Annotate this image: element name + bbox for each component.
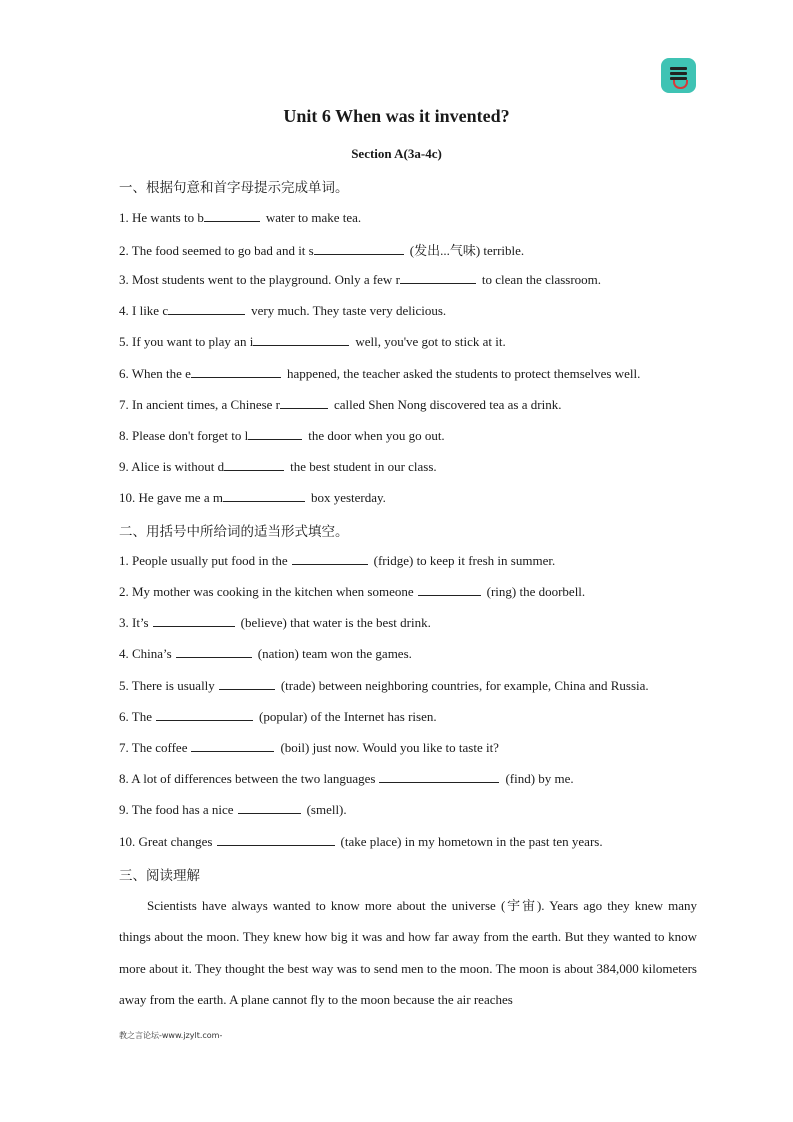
part2-question-3 [119,614,431,631]
answer-blank[interactable] [400,271,476,284]
question-text: water to make tea. [265,210,362,225]
answer-blank[interactable] [248,427,302,440]
question-text: 8. A lot of differences between the two languages [119,771,376,786]
answer-blank[interactable] [191,739,274,752]
part2-question-9 [119,801,347,818]
question-text: 2. The food seemed to go bad and it s [119,243,314,258]
answer-blank[interactable] [217,833,335,846]
question-text: (find) by me. [505,771,574,786]
answer-blank[interactable] [280,396,328,409]
answer-blank[interactable] [223,489,305,502]
part1-heading: 一、根据句意和首字母提示完成单词。 [119,180,349,196]
part1-question-9 [119,458,437,475]
question-text: 2. My mother was cooking in the kitchen when someone [119,584,414,599]
part1-question-10 [119,489,386,506]
question-text: called Shen Nong discovered tea as a drink. [334,397,562,412]
page-title: Unit 6 When was it invented? [283,106,510,126]
answer-blank[interactable] [191,365,281,378]
question-text: 7. In ancient times, a Chinese r [119,397,281,412]
part2-question-8 [119,770,574,787]
answer-blank[interactable] [204,209,260,222]
reading-passage: Scientists have always wanted to know more about the universe (宇宙). Years ago they knew many things about the moon. They knew how big it was and how far away from the earth. But they wanted to know more about it. They thought the best way was to send men to the moon. The moon is about 384,000 kilometers away from the earth. A plane cannot fly to the moon because the air reaches [119,898,697,1007]
answer-blank[interactable] [224,458,284,471]
question-text: (smell). [306,802,347,817]
part3-heading: 三、阅读理解 [119,868,200,884]
question-text: 5. There is usually [119,678,215,693]
part2-heading: 二、用括号中所给词的适当形式填空。 [119,524,349,540]
question-text: very much. They taste very delicious. [251,303,447,318]
question-text: 5. If you want to play an i [119,334,254,349]
question-text: well, you've got to stick at it. [355,334,506,349]
question-text: (popular) of the Internet has risen. [258,709,437,724]
teal-book-logo-icon [661,58,696,93]
answer-blank[interactable] [156,708,253,721]
part2-question-10 [119,833,603,850]
question-text: (ring) the doorbell. [486,584,586,599]
question-text: 6. The [119,709,152,724]
page-subtitle: Section A(3a-4c) [351,146,442,161]
part1-question-7 [119,396,561,413]
question-text: 4. I like c [119,303,169,318]
question-text: the door when you go out. [308,428,445,443]
question-text: 3. Most students went to the playground. Only a few r [119,272,400,287]
question-text: 7. The coffee [119,740,188,755]
answer-blank[interactable] [153,614,235,627]
question-text: 9. The food has a nice [119,802,234,817]
answer-blank[interactable] [314,242,404,255]
part1-question-1 [119,209,361,226]
part2-question-6 [119,708,437,725]
part2-question-7 [119,739,499,756]
question-text: happened, the teacher asked the students to protect themselves well. [286,366,641,381]
part1-question-8 [119,427,445,444]
part1-question-6 [119,365,640,382]
question-text: 9. Alice is without d [119,459,225,474]
answer-blank[interactable] [168,302,245,315]
question-text: 3. It’s [119,615,149,630]
question-text: box yesterday. [310,490,386,505]
answer-blank[interactable] [176,645,252,658]
question-text: 4. China’s [119,646,172,661]
question-text: (believe) that water is the best drink. [240,615,431,630]
question-text: 1. He wants to b [119,210,204,225]
answer-blank[interactable] [253,333,349,346]
question-text: 1. People usually put food in the [119,553,288,568]
question-text: 8. Please don't forget to l [119,428,249,443]
answer-blank[interactable] [418,583,481,596]
question-text: 10. He gave me a m [119,490,223,505]
part2-question-1 [119,552,555,569]
question-text: 6. When the e [119,366,191,381]
part1-question-4 [119,302,446,319]
part1-question-2 [119,240,524,259]
part2-question-4 [119,645,412,662]
answer-blank[interactable] [219,677,275,690]
question-text: (trade) between neighboring countries, for example, China and Russia. [280,678,649,693]
answer-blank[interactable] [292,552,368,565]
question-text: to clean the classroom. [481,272,602,287]
question-text: (nation) team won the games. [257,646,412,661]
part1-question-3 [119,271,601,288]
question-text: (take place) in my hometown in the past ten years. [340,834,603,849]
question-text: (boil) just now. Would you like to taste it? [280,740,499,755]
part2-question-2 [119,583,585,600]
part2-question-5 [119,677,649,694]
question-text: (发出...气味) terrible. [409,243,525,258]
answer-blank[interactable] [379,770,499,783]
footer-text: 教之言论坛-www.jzylt.com- [119,1031,223,1040]
question-text: the best student in our class. [290,459,437,474]
question-text: (fridge) to keep it fresh in summer. [373,553,556,568]
answer-blank[interactable] [238,801,301,814]
part1-question-5 [119,333,506,350]
question-text: 10. Great changes [119,834,213,849]
